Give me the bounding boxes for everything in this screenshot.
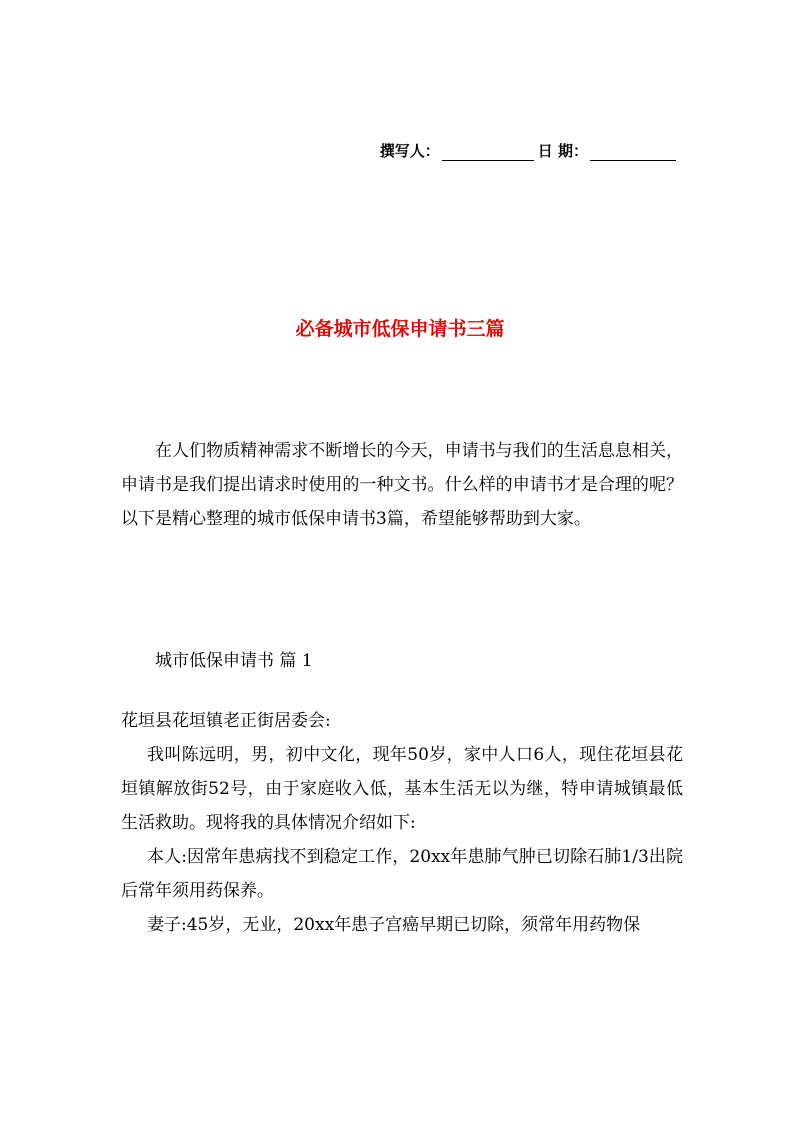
letter-salutation: 花垣县花垣镇老正街居委会: [121,711,331,731]
section-heading: 城市低保申请书 篇 1 [155,651,313,671]
author-date-line [380,140,680,161]
author-blank [442,144,534,161]
intro-paragraph: 在人们物质精神需求不断增长的今天，申请书与我们的生活息息相关，申请书是我们提出请求时使用的一种文书。什么样的申请书才是合理的呢？以下是精心整理的城市低保申请书3篇，希望能够帮助到大家。 [121,441,683,529]
author-label: 撰写人： [379,142,440,160]
letter-paragraph: 我叫陈远明，男，初中文化，现年50岁，家中人口6人，现住花垣县花垣镇解放街52号，由于家庭收入低，基本生活无以为继，特申请城镇最低生活救助。现将我的具体情况介绍如下: [121,745,683,833]
letter-paragraph: 妻子:45岁，无业，20xx年患子宫癌早期已切除，须常年用药物保 [147,915,641,935]
document-title: 必备城市低保申请书三篇 [295,318,505,340]
letter-body [121,704,683,942]
date-blank [590,144,676,161]
letter-paragraph: 本人:因常年患病找不到稳定工作，20xx年患肺气肿已切除石肺1/3出院后常年须用药保养。 [121,847,683,901]
date-label: 日 期： [537,142,588,160]
